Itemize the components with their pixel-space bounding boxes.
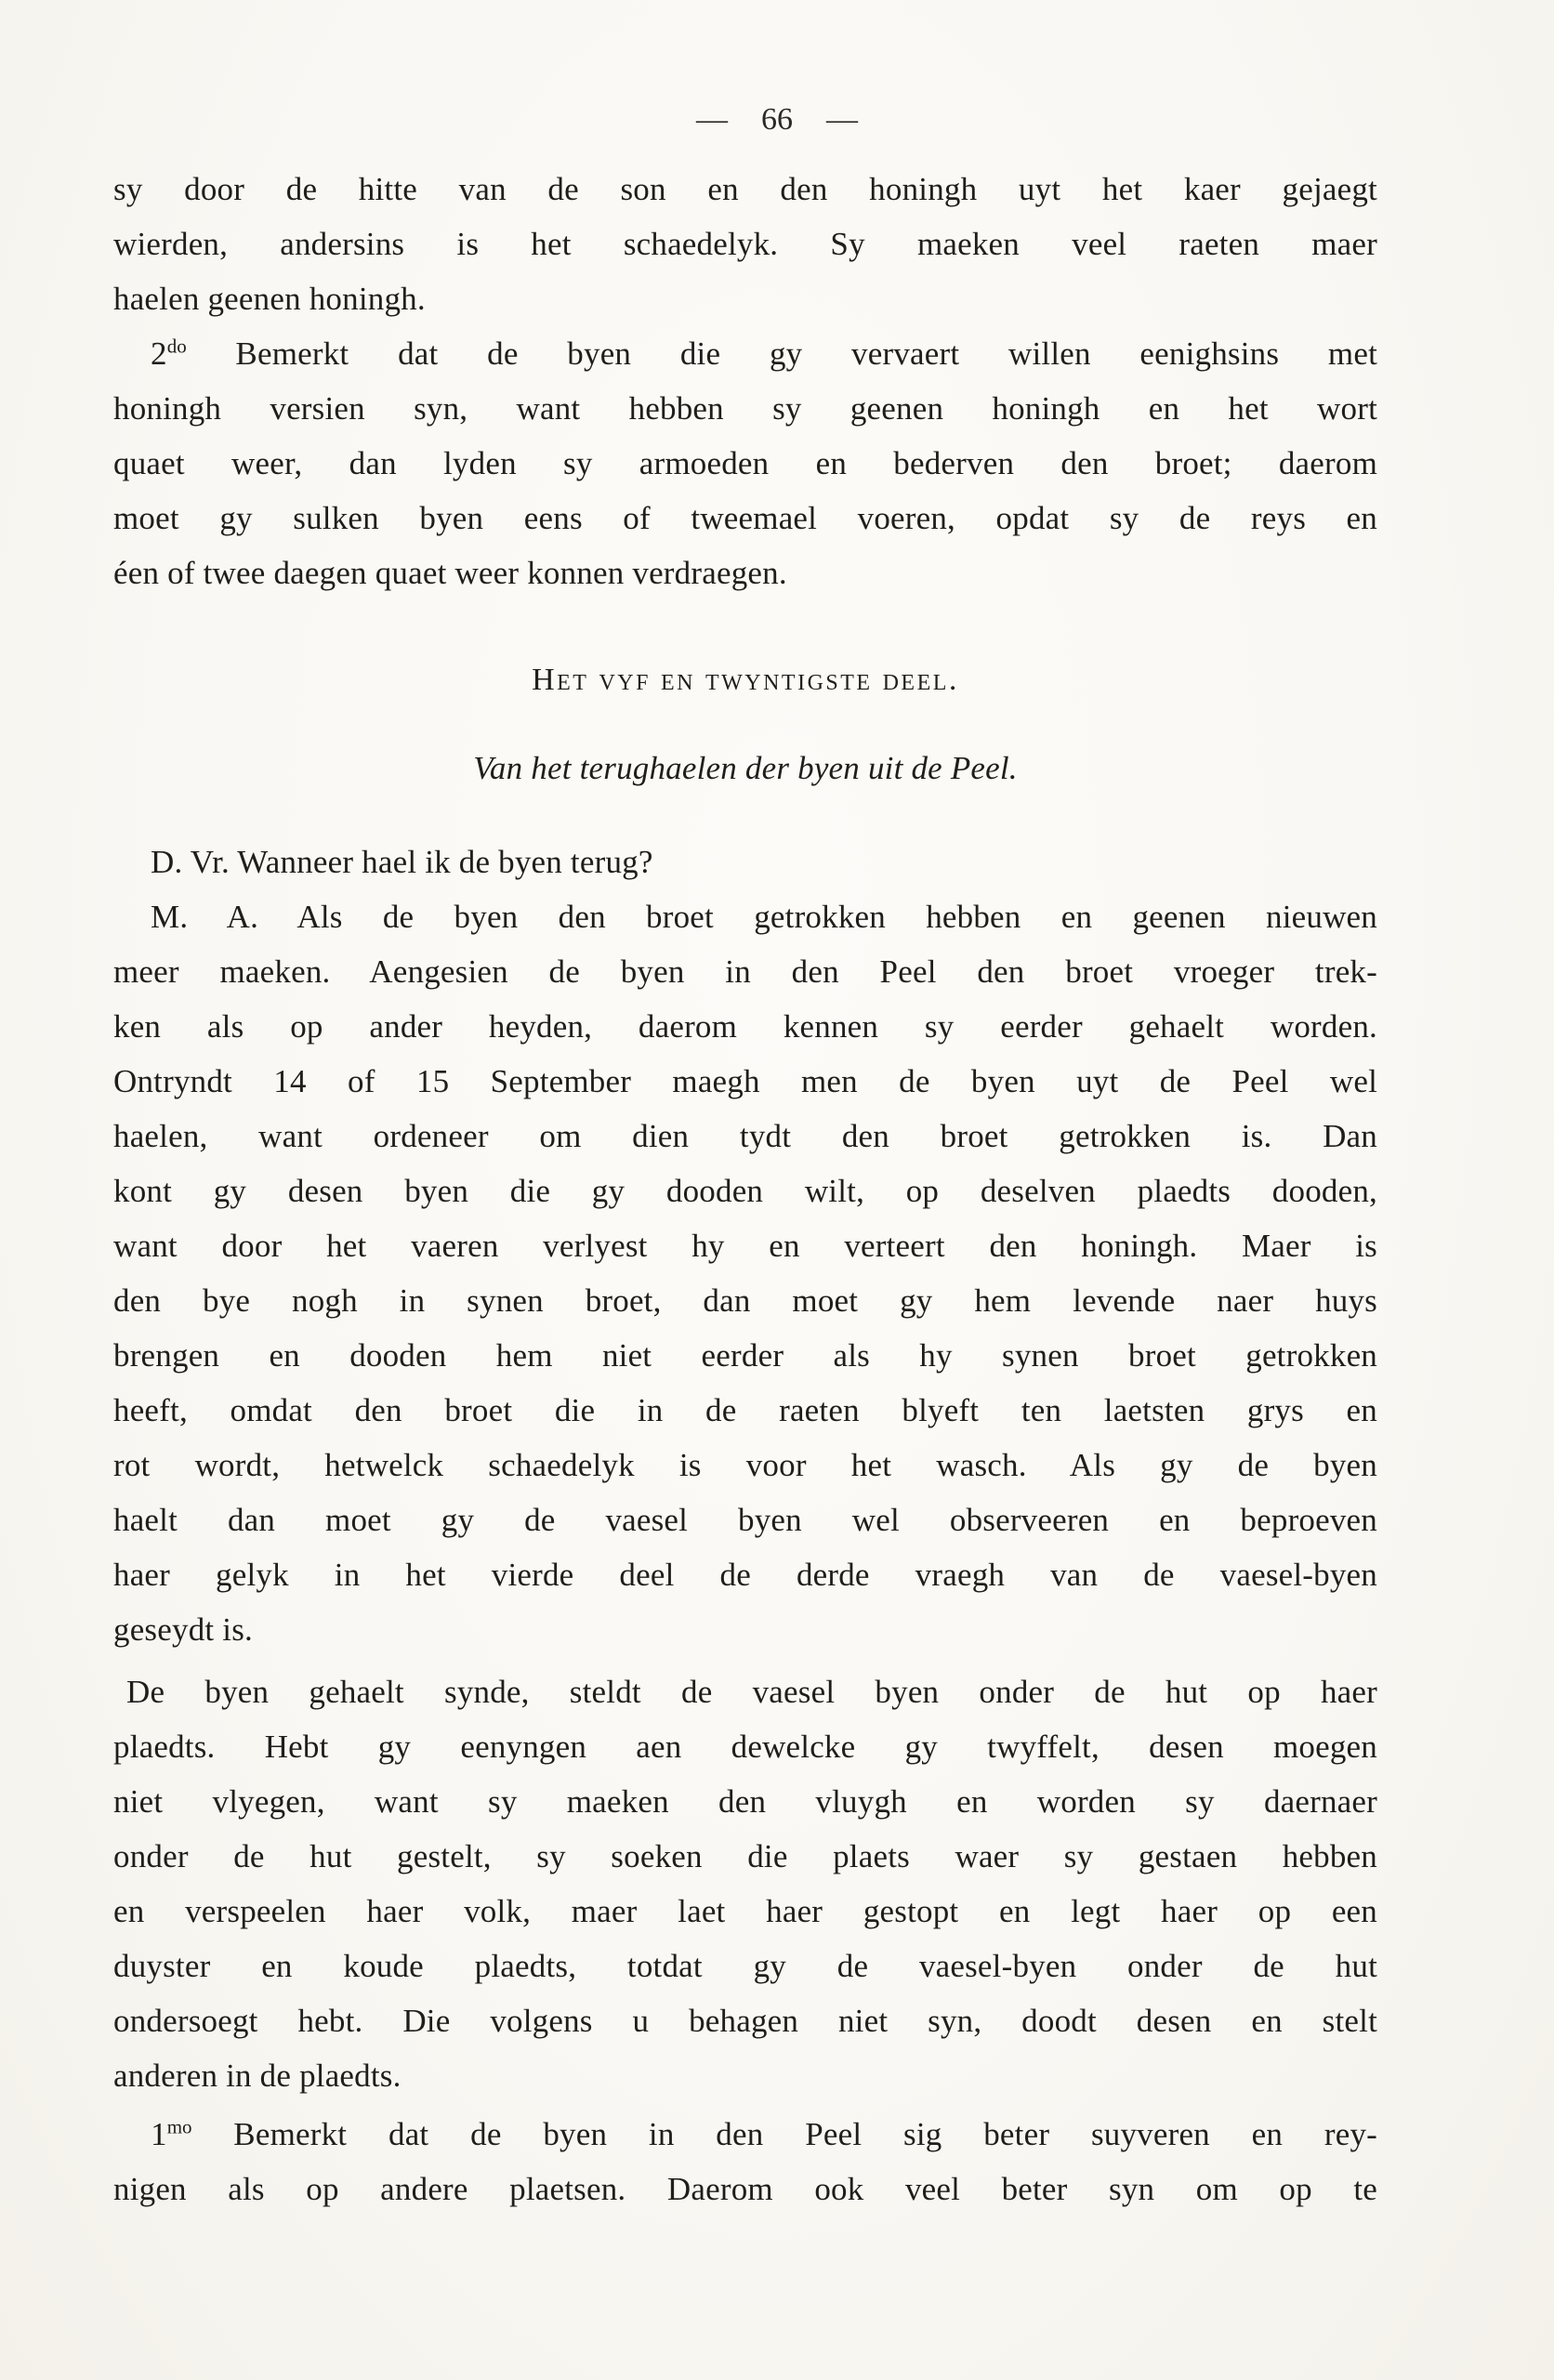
ordinal-superscript: mo (166, 2115, 192, 2138)
text-block (113, 162, 1377, 2216)
text-line: haelen geenen honingh. (113, 281, 426, 317)
text-line: brengen en dooden hem niet eerder als hy synen broet getrokken (113, 1337, 1377, 1374)
text-line: en verspeelen haer volk, maer laet haer gestopt en legt haer op een (113, 1893, 1377, 1929)
text-line: ken als op ander heyden, daerom kennen sy eerder gehaelt worden. (113, 1008, 1377, 1045)
text-line: wierden, andersins is het schaedelyk. Sy maeken veel raeten maer (113, 226, 1377, 262)
text-line: haer gelyk in het vierde deel de derde vraegh van de vaesel-byen (113, 1557, 1377, 1593)
section-heading: Het vyf en twyntigste deel. (532, 663, 959, 697)
text-line: sy door de hitte van de son en den honingh uyt het kaer gejaegt (113, 171, 1377, 207)
ordinal-superscript: do (166, 335, 187, 358)
text-line: éen of twee daegen quaet weer konnen verdraegen. (113, 555, 787, 591)
page-number-right-dash: — (826, 102, 858, 137)
text-line (113, 2107, 1377, 2162)
text-line: geseydt is. (113, 1611, 253, 1648)
text-line: plaedts. Hebt gy eenyngen aen dewelcke gy twyffelt, desen moegen (113, 1729, 1377, 1765)
text-line: haelen, want ordeneer om dien tydt den broet getrokken is. Dan (113, 1118, 1377, 1154)
text-line: De byen gehaelt synde, steldt de vaesel byen onder de hut op haer (126, 1674, 1377, 1710)
text-line: haelt dan moet gy de vaesel byen wel observeeren en beproeven (113, 1502, 1377, 1538)
text-line: heeft, omdat den broet die in de raeten blyeft ten laetsten grys en (113, 1392, 1377, 1428)
page-number-left-dash: — (696, 102, 728, 137)
page-number-header (0, 0, 1554, 138)
text-line: honingh versien syn, want hebben sy geenen honingh en het wort (113, 390, 1377, 427)
section-subtitle: Van het terughaelen der byen uit de Peel. (473, 750, 1018, 786)
text-line-rest: Bemerkt dat de byen in den Peel sig beter suyveren en rey- (191, 2116, 1377, 2152)
text-line: moet gy sulken byen eens of tweemael voeren, opdat sy de reys en (113, 500, 1377, 536)
text-line-rest: Bemerkt dat de byen die gy vervaert willen eenighsins met (186, 335, 1377, 372)
text-line (113, 326, 1377, 381)
text-line: nigen als op andere plaetsen. Daerom ook veel beter syn om op te (113, 2171, 1377, 2207)
text-line: Ontryndt 14 of 15 September maegh men de byen uyt de Peel wel (113, 1063, 1377, 1099)
text-line: quaet weer, dan lyden sy armoeden en bederven den broet; daerom (113, 445, 1377, 481)
ordinal-marker: 1 (151, 2116, 167, 2152)
page-number: 66 (761, 102, 793, 137)
ordinal-marker: 2 (151, 335, 167, 372)
text-line: ondersoegt hebt. Die volgens u behagen niet syn, doodt desen en stelt (113, 2003, 1377, 2039)
text-line: den bye nogh in synen broet, dan moet gy hem levende naer huys (113, 1282, 1377, 1319)
text-line: onder de hut gestelt, sy soeken die plaets waer sy gestaen hebben (113, 1838, 1377, 1874)
text-line: meer maeken. Aengesien de byen in den Peel den broet vroeger trek- (113, 953, 1377, 990)
text-line: niet vlyegen, want sy maeken den vluygh en worden sy daernaer (113, 1783, 1377, 1820)
question-line: D. Vr. Wanneer hael ik de byen terug? (151, 844, 653, 880)
text-line: duyster en koude plaedts, totdat gy de vaesel-byen onder de hut (113, 1948, 1377, 1984)
text-line: anderen in de plaedts. (113, 2058, 402, 2094)
text-line: rot wordt, hetwelck schaedelyk is voor het wasch. Als gy de byen (113, 1447, 1377, 1483)
text-line: kont gy desen byen die gy dooden wilt, op deselven plaedts dooden, (113, 1173, 1377, 1209)
text-line: want door het vaeren verlyest hy en verteert den honingh. Maer is (113, 1228, 1377, 1264)
text-line: M. A. Als de byen den broet getrokken hebben en geenen nieuwen (151, 899, 1377, 935)
